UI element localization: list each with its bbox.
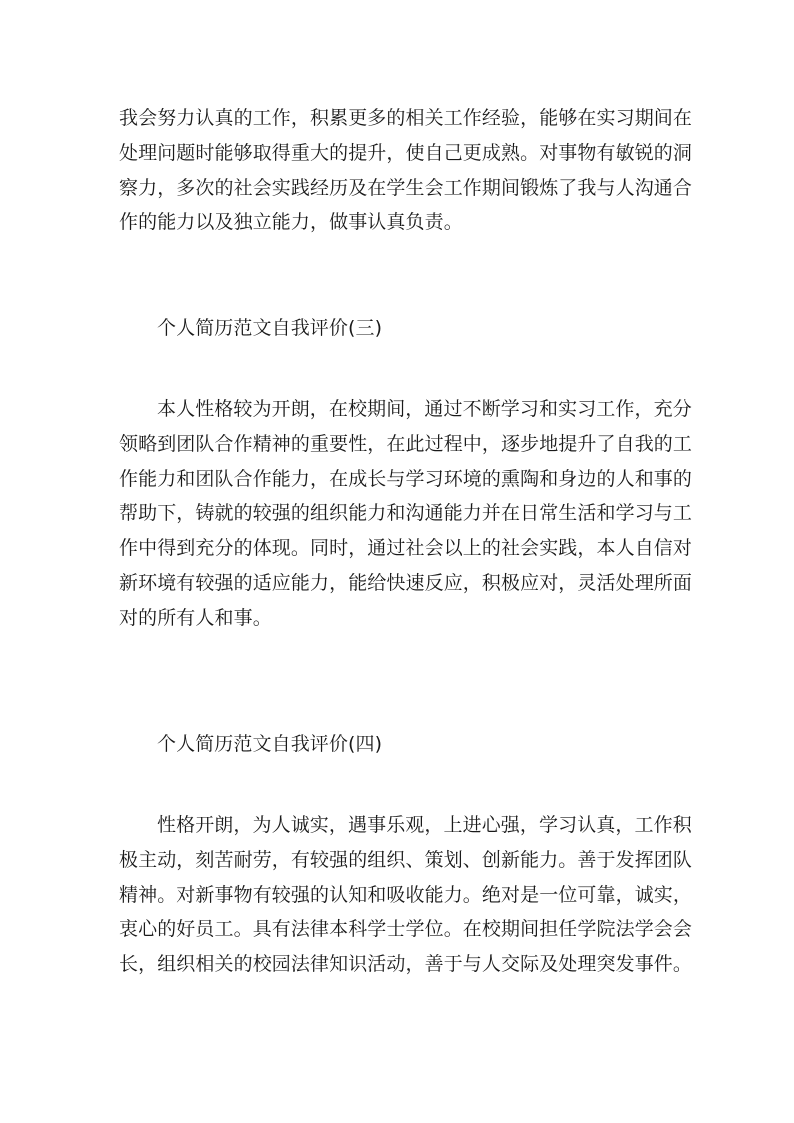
- text-line: 作中得到充分的体现。同时，通过社会以上的社会实践，本人自信对: [119, 537, 693, 560]
- text-line: 极主动，刻苦耐劳，有较强的组织、策划、创新能力。善于发挥团队: [119, 848, 693, 871]
- text-line: 性格开朗，为人诚实，遇事乐观，上进心强，学习认真，工作积: [157, 814, 692, 836]
- text-line: 新环境有较强的适应能力，能给快速反应，积极应对，灵活处理所面: [119, 571, 693, 594]
- text-line: 精神。对新事物有较强的认知和吸收能力。绝对是一位可靠，诚实，: [119, 883, 693, 906]
- heading-text: 个人简历范文自我评价(三): [157, 317, 383, 339]
- text-line: 我会努力认真的工作，积累更多的相关工作经验，能够在实习期间在: [119, 107, 693, 129]
- text-line: 帮助下，铸就的较强的组织能力和沟通能力并在日常生活和学习与工: [119, 502, 693, 525]
- section-heading-4: [119, 727, 689, 762]
- text-line: 领略到团队合作精神的重要性，在此过程中，逐步地提升了自我的工: [119, 432, 693, 455]
- text-line: 察力，多次的社会实践经历及在学生会工作期间锻炼了我与人沟通合: [119, 176, 693, 199]
- paragraph-3: [119, 808, 693, 982]
- text-line: 本人性格较为开朗，在校期间，通过不断学习和实习工作，充分: [157, 398, 692, 420]
- text-line: 长，组织相关的校园法律知识活动，善于与人交际及处理突发事件。: [119, 953, 693, 976]
- section-heading-3: [119, 311, 689, 346]
- paragraph-1: [119, 101, 693, 240]
- text-line: 处理问题时能够取得重大的提升，使自己更成熟。对事物有敏锐的洞: [119, 141, 693, 164]
- text-line: 衷心的好员工。具有法律本科学士学位。在校期间担任学院法学会会: [119, 918, 693, 941]
- text-line: 作能力和团队合作能力，在成长与学习环境的熏陶和身边的人和事的: [119, 467, 693, 490]
- heading-text: 个人简历范文自我评价(四): [157, 733, 383, 755]
- text-line: 对的所有人和事。: [119, 606, 272, 629]
- paragraph-2: [119, 392, 693, 636]
- text-line: 作的能力以及独立能力，做事认真负责。: [119, 211, 463, 234]
